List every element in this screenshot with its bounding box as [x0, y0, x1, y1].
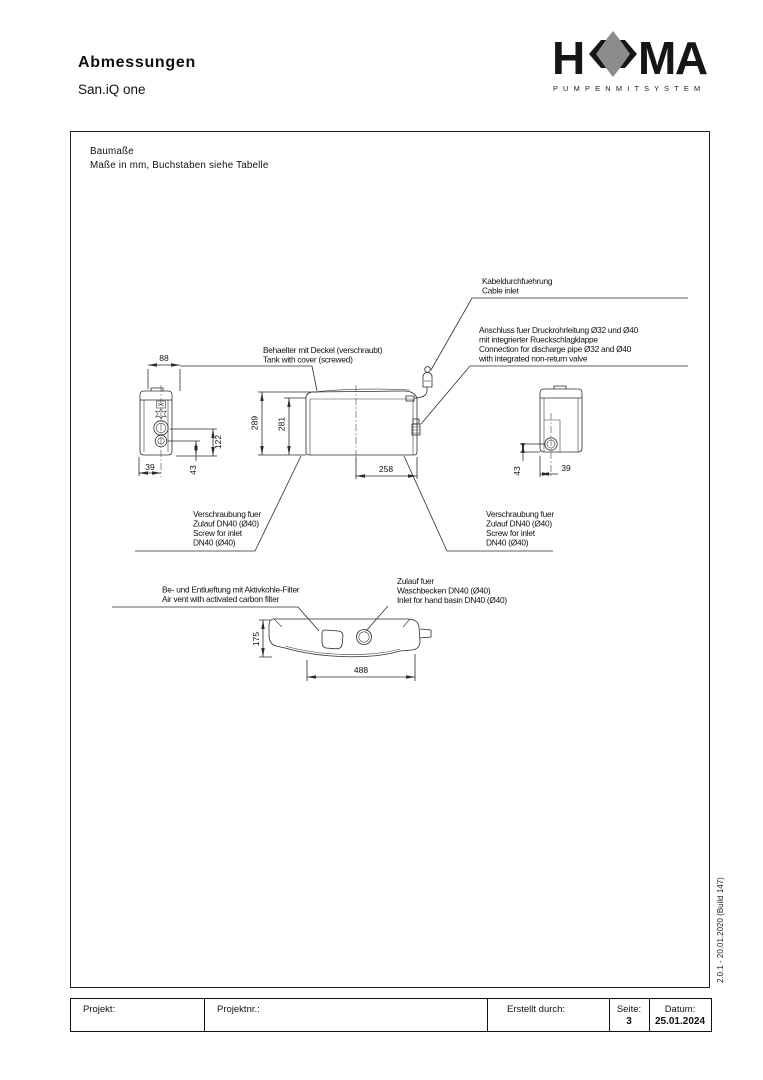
- annotation-inlet-right-line3: Screw for inlet: [486, 528, 535, 538]
- dimension-281: 281: [276, 416, 287, 432]
- dimension-39-right: 39: [561, 463, 571, 473]
- annotation-inlet-left-line4: DN40 (Ø40): [193, 537, 236, 548]
- dimension-175: 175: [251, 631, 261, 647]
- annotation-vent-en: Air vent with activated carbon filter: [162, 594, 280, 604]
- date-value: 25.01.2024: [654, 1016, 706, 1027]
- dimension-258: 258: [378, 464, 394, 474]
- annotation-inlet-right-line2: Zulauf DN40 (Ø40): [486, 518, 552, 529]
- version-note: 2.0.1 - 20.01.2020 (Build 147): [716, 877, 725, 983]
- footer-divider: [487, 999, 488, 1031]
- annotation-tank-en: Tank with cover (screwed): [263, 354, 353, 365]
- annotation-inlet-right-line1: Verschraubung fuer: [486, 509, 554, 519]
- project-label: Projekt:: [83, 1004, 116, 1015]
- logo-letter-h: H: [552, 32, 584, 84]
- dimension-488: 488: [353, 665, 369, 675]
- annotation-inlet-left-line1: Verschraubung fuer: [193, 509, 261, 519]
- page-label: Seite:: [616, 1004, 642, 1015]
- dimension-122: 122: [213, 434, 223, 450]
- side-view-right: [512, 386, 582, 477]
- dimension-43-right: 43: [512, 466, 522, 476]
- product-name: San.iQ one: [78, 82, 146, 97]
- project-no-label: Projektnr.:: [217, 1004, 260, 1015]
- logo-tagline: P U M P E N M I T S Y S T E M: [553, 84, 702, 93]
- annotation-basin-line2: Waschbecken DN40 (Ø40): [397, 585, 491, 596]
- dimension-289: 289: [249, 415, 260, 431]
- dimension-39-left: 39: [145, 462, 155, 472]
- side-view-left: [139, 353, 223, 477]
- page-title: Abmessungen: [78, 54, 196, 71]
- annotation-inlet-left-line3: Screw for inlet: [193, 528, 242, 538]
- annotation-tank-de: Behaelter mit Deckel (verschraubt): [263, 345, 383, 355]
- logo-letters-ma: MA: [638, 32, 707, 84]
- drawing-note-line1: Baumaße: [90, 146, 134, 157]
- annotation-discharge-line1: Anschluss fuer Druckrohrleitung Ø32 und Ø40: [479, 325, 638, 335]
- created-by-label: Erstellt durch:: [507, 1004, 566, 1015]
- drawing-note-line2: Maße in mm, Buchstaben siehe Tabelle: [90, 160, 269, 171]
- front-view: [250, 367, 433, 479]
- annotation-discharge-line4: with integrated non-return valve: [479, 353, 588, 364]
- date-label: Datum:: [664, 1004, 696, 1015]
- dimension-43-left: 43: [188, 465, 198, 475]
- footer-divider: [204, 999, 205, 1031]
- annotations: [162, 276, 639, 605]
- annotation-cable-inlet-de: Kabeldurchfuehrung: [482, 276, 553, 286]
- page-number: 3: [626, 1016, 632, 1027]
- top-view: [251, 619, 431, 681]
- annotation-discharge-line2: mit integrierter Rueckschlagklappe: [479, 334, 598, 345]
- dimension-88: 88: [159, 353, 169, 363]
- annotation-discharge-line3: Connection for discharge pipe Ø32 and Ø40: [479, 344, 632, 354]
- annotation-inlet-right-line4: DN40 (Ø40): [486, 537, 529, 548]
- annotation-basin-line1: Zulauf fuer: [397, 576, 434, 586]
- annotation-cable-inlet-en: Cable inlet: [482, 285, 519, 296]
- footer-table: [70, 998, 712, 1032]
- annotation-basin-line3: Inlet for hand basin DN40 (Ø40): [397, 595, 507, 605]
- annotation-vent-de: Be- und Entlueftung mit Aktivkohle-Filter: [162, 584, 300, 595]
- annotation-inlet-left-line2: Zulauf DN40 (Ø40): [193, 518, 259, 529]
